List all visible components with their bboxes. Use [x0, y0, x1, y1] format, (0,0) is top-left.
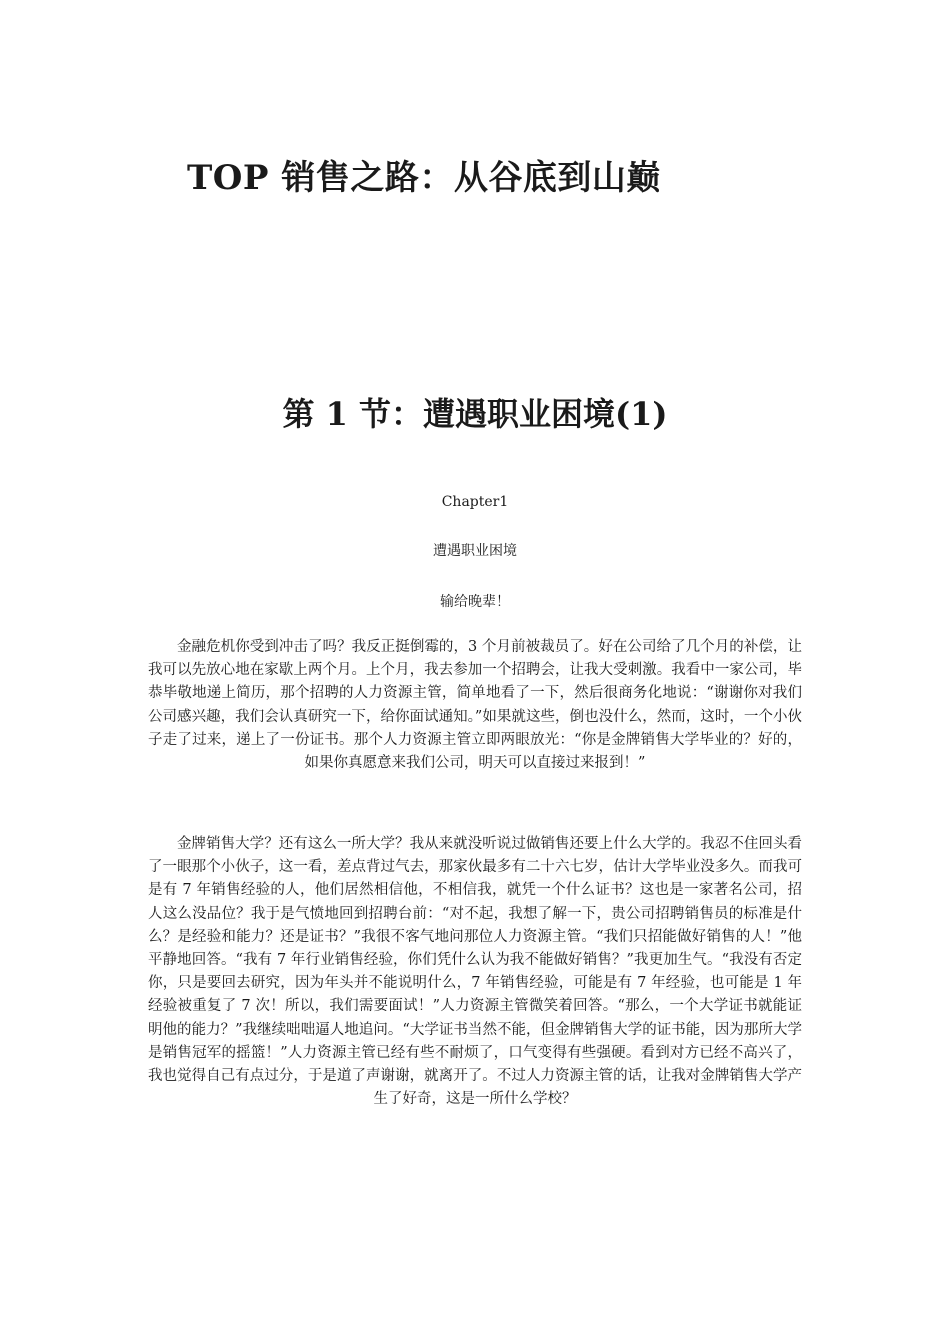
chapter-tagline: 输给晚辈！ — [440, 594, 510, 610]
body-paragraph: 金融危机你受到冲击了吗？我反正挺倒霉的，3 个月前被裁员了。好在公司给了几个月的补偿，让我可以先放心地在家歇上两个月。上个月，我去参加一个招聘会，让我大受刺激。我看中一家公司，毕恭毕敬地递上简历，那个招聘的人力资源主管，简单地看了一下，然后很商务化地说：“谢谢你对我们公司感兴趣，我们会认真研究一下，给你面试通知。”如果就这些，倒也没什么，然而，这时，一个小伙子走了过来，递上了一份证书。那个人力资源主管立即两眼放光：“你是金牌销售大学毕业的？好的，如果你真愿意来我们公司，明天可以直接过来报到！” — [148, 639, 802, 772]
section-title: 第 1 节：遭遇职业困境(1) — [282, 395, 668, 433]
body-paragraph: 金牌销售大学？还有这么一所大学？我从来就没听说过做销售还要上什么大学的。我忍不住回头看了一眼那个小伙子，这一看，差点背过气去，那家伙最多有二十六七岁，估计大学毕业没多久。而我可是有 7 年销售经验的人，他们居然相信他，不相信我，就凭一个什么证书？这也是一家著名公司，招人这么没品位？我于是气愤地回到招聘台前：“对不起，我想了解一下，贵公司招聘销售员的标准是什么？是经验和能力？还是证书？”我很不客气地问那位人力资源主管。“我们只招能做好销售的人！”他平静地回答。“我有 7 年行业销售经验，你们凭什么认为我不能做好销售？”我更加生气。“我没有否定你，只是要回去研究，因为年头并不能说明什么，7 年销售经验，可能是有 7 年经验，也可能是 1 年经验被重复了 7 次！所以，我们需要面试！”人力资源主管微笑着回答。“那么，一个大学证书就能证明他的能力？”我继续咄咄逼人地追问。“大学证书当然不能，但金牌销售大学的证书能，因为那所大学是销售冠军的摇篮！”人力资源主管已经有些不耐烦了，口气变得有些强硬。看到对方已经不高兴了，我也觉得自己有点过分，于是道了声谢谢，就离开了。不过人力资源主管的话，让我对金牌销售大学产生了好奇，这是一所什么学校？ — [148, 836, 802, 1108]
document-title: TOP 销售之路：从谷底到山巅 — [187, 158, 661, 198]
chapter-subtitle: 遭遇职业困境 — [433, 543, 517, 559]
chapter-label: Chapter1 — [441, 494, 509, 510]
